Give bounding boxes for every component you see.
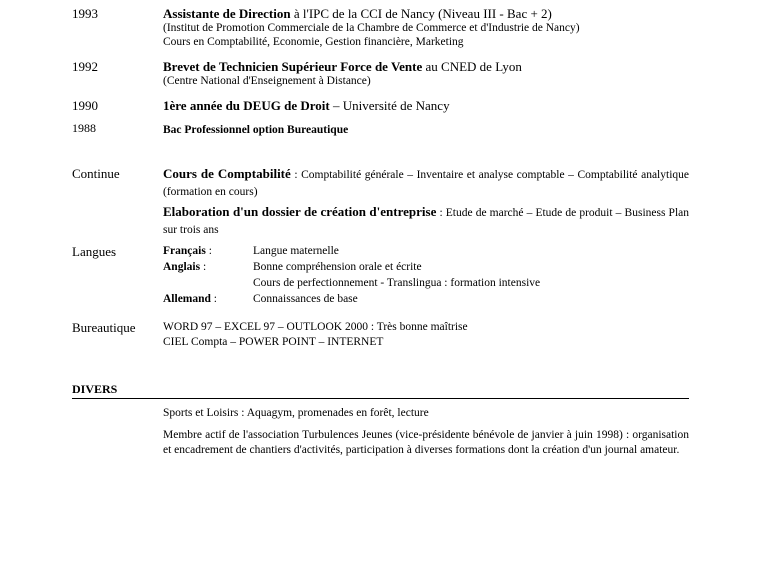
education-1992-rest: au CNED de Lyon [422, 59, 522, 74]
bureautique-section [163, 320, 689, 350]
education-1992 [163, 59, 689, 88]
divers-association-paragraph: Membre actif de l'association Turbulences Jeunes (vice-présidente bénévole de janvier à juin 1998) : organisation et encadrement de chantiers d'activités, participation à diverses formations dont la création d'un journal amateur. [163, 429, 689, 456]
education-1993-detail-2: Cours en Comptabilité, Economie, Gestion financière, Marketing [163, 36, 464, 48]
divers-heading: DIVERS [72, 382, 689, 399]
language-name: Anglais : [163, 261, 207, 273]
continue-item-2 [163, 204, 689, 238]
language-level: Bonne compréhension orale et écrite [253, 261, 422, 273]
education-1992-detail-1: (Centre National d'Enseignement à Distance) [163, 75, 371, 87]
education-1990-heading [163, 98, 689, 113]
bureautique-line-1: WORD 97 – EXCEL 97 – OUTLOOK 2000 : Très bonne maîtrise [163, 321, 468, 333]
year-1990: 1990 [72, 98, 98, 113]
continue-label: Continue [72, 166, 120, 181]
divers-section [163, 406, 689, 458]
langues-section [163, 243, 689, 307]
year-1992: 1992 [72, 59, 98, 74]
continue-item-2-title: Elaboration d'un dossier de création d'entreprise [163, 204, 437, 219]
education-1993 [163, 6, 689, 49]
language-row-francais [163, 243, 689, 259]
continue-item-1-text: : Comptabilité générale – Inventaire et analyse comptable – Comptabilité analytique (formation en cours) [163, 169, 689, 198]
divers-sports-line: Sports et Loisirs : Aquagym, promenades en forêt, lecture [163, 407, 429, 419]
year-1988: 1988 [72, 121, 96, 135]
education-1990 [163, 98, 689, 113]
language-row-anglais [163, 259, 689, 275]
language-row-anglais-extra [163, 275, 689, 291]
bureautique-line-2: CIEL Compta – POWER POINT – INTERNET [163, 336, 384, 348]
language-row-allemand [163, 291, 689, 307]
education-1992-title: Brevet de Technicien Supérieur Force de Vente [163, 59, 423, 74]
langues-label: Langues [72, 244, 117, 259]
language-level: Connaissances de base [253, 293, 358, 305]
education-1993-title: Assistante de Direction [163, 6, 291, 21]
continue-item-1 [163, 166, 689, 200]
continue-item-1-title: Cours de Comptabilité [163, 166, 291, 181]
education-1988 [163, 121, 689, 138]
language-level: Cours de perfectionnement - Translingua : formation intensive [253, 277, 541, 289]
education-1988-title: Bac Professionnel option Bureautique [163, 124, 349, 136]
education-1990-rest: – Université de Nancy [329, 98, 450, 113]
continue-item-2-text: : Etude de marché – Etude de produit – Business Plan sur trois ans [163, 207, 689, 236]
year-1993: 1993 [72, 6, 98, 21]
language-name: Français : [163, 245, 212, 257]
education-1990-title: 1ère année du DEUG de Droit [163, 98, 330, 113]
language-level: Langue maternelle [253, 245, 339, 257]
education-1992-heading [163, 59, 689, 74]
bureautique-label: Bureautique [72, 320, 136, 335]
education-1988-heading [163, 121, 689, 138]
education-1993-rest: à l'IPC de la CCI de Nancy (Niveau III - Bac + 2) [290, 6, 552, 21]
continue-section [163, 166, 689, 238]
education-1993-heading [163, 6, 689, 21]
language-name: Allemand : [163, 293, 217, 305]
education-1993-detail-1: (Institut de Promotion Commerciale de la Chambre de Commerce et d'Industrie de Nancy) [163, 22, 580, 34]
